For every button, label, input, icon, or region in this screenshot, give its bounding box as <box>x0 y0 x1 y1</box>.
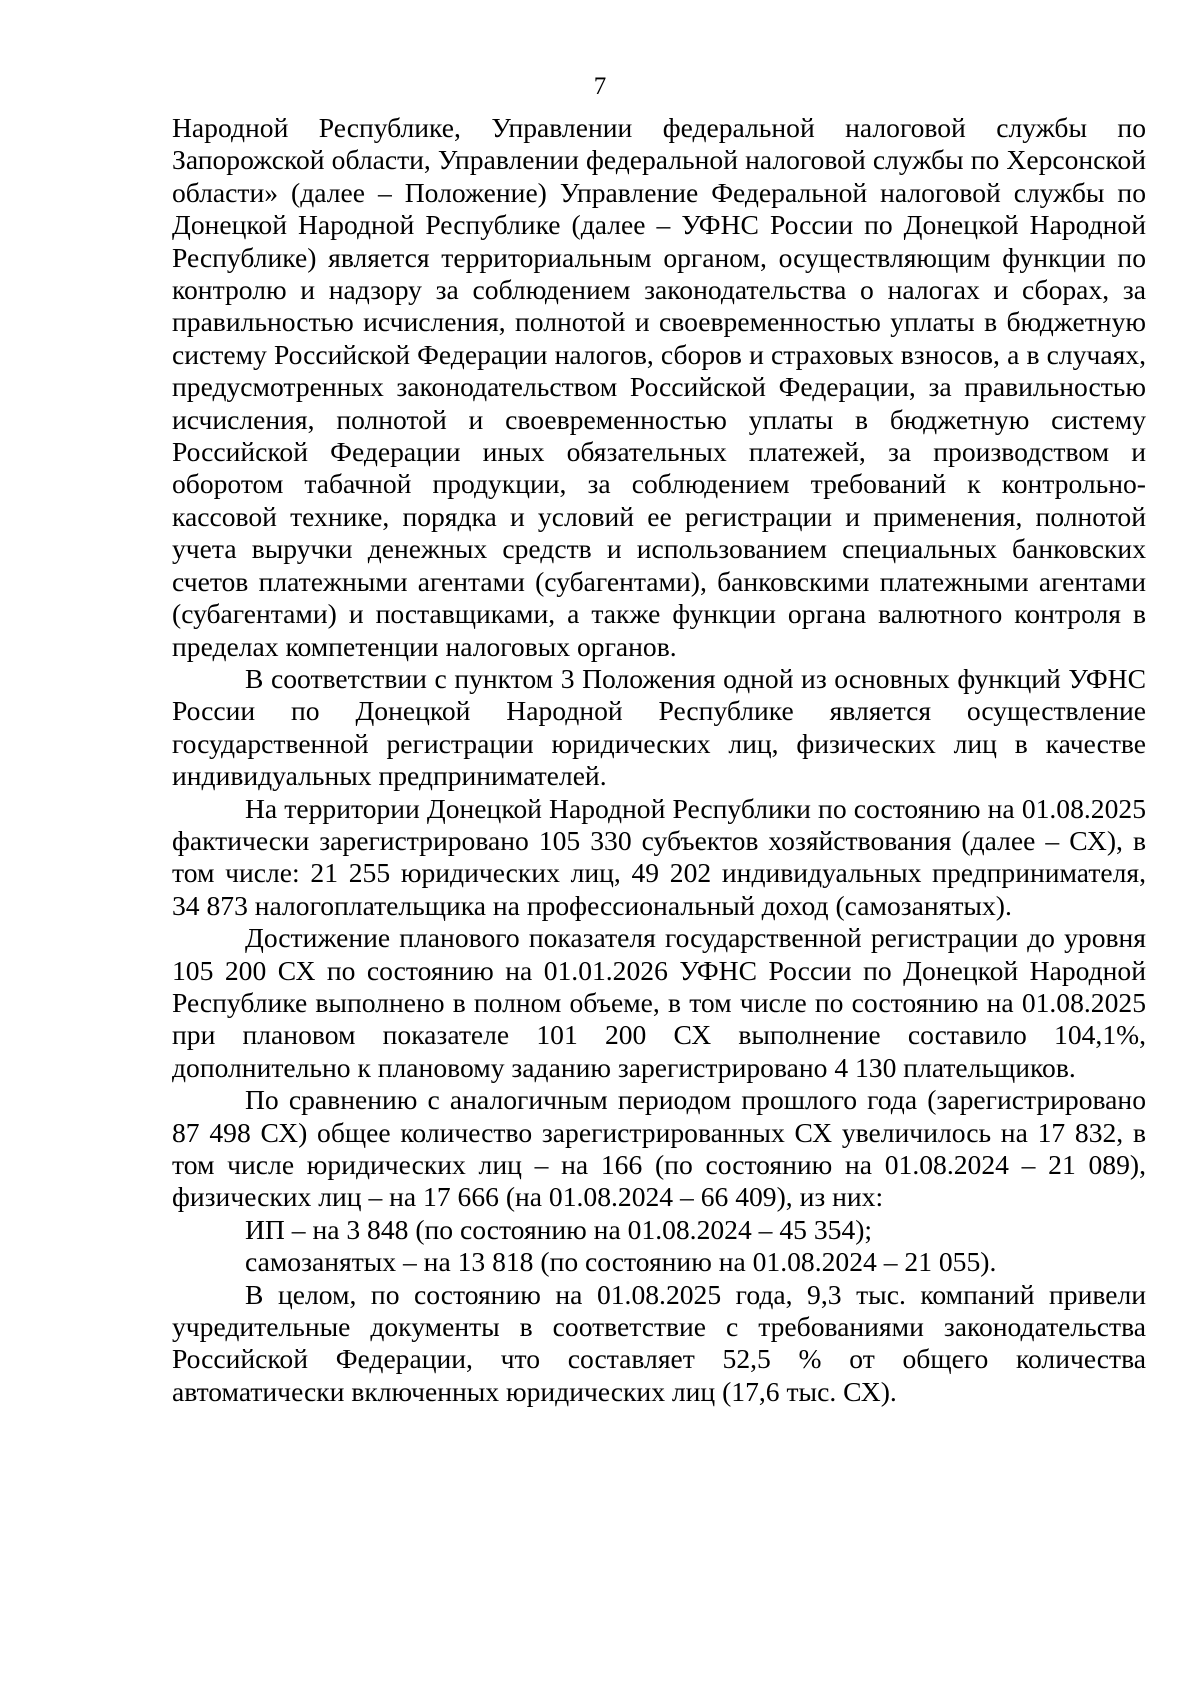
paragraph-functions: В соответствии с пунктом 3 Положения одной из основных функций УФНС России по Донецкой Народной Республике является осуществление государственной регистрации юридических лиц, физических лиц в качестве индивидуальных предпринимателей. <box>172 662 1146 792</box>
paragraph-registered-entities: На территории Донецкой Народной Республики по состоянию на 01.08.2025 фактически зарегистрировано 105 330 субъектов хозяйствования (далее – СХ), в том числе: 21 255 юридических лиц, 49 202 индивидуальных предпринимателя, 34 873 налогоплательщика на профессиональный доход (самозанятых). <box>172 792 1146 921</box>
paragraph-plan-achievement: Достижение планового показателя государственной регистрации до уровня 105 200 СХ по состоянию на 01.01.2026 УФНС России по Донецкой Народной Республике выполнено в полном объеме, в том числе по состоянию на 01.08.2025 при плановом показателе 101 200 СХ выполнение составило 104,1%, дополнительно к плановому заданию зарегистрировано 4 130 плательщиков. <box>172 922 1146 1083</box>
list-item-self-employed: самозанятых – на 13 818 (по состоянию на 01.08.2024 – 21 055). <box>245 1246 997 1278</box>
list-item-ip: ИП – на 3 848 (по состоянию на 01.08.2024 – 45 354); <box>245 1213 873 1245</box>
document-body <box>172 112 1146 1408</box>
paragraph-comparison: По сравнению с аналогичным периодом прошлого года (зарегистрировано 87 498 СХ) общее количество зарегистрированных СХ увеличилось на 17 832, в том числе юридических лиц – на 166 (по состоянию на 01.08.2024 – 21 089), физических лиц – на 17 666 (на 01.08.2024 – 66 409), из них: <box>172 1084 1146 1213</box>
paragraph-continuation: Народной Республике, Управлении федеральной налоговой службы по Запорожской области, Управлении федеральной налоговой службы по Херсонской области» (далее – Положение) Управление Федеральной налоговой службы по Донецкой Народной Республике (далее – УФНС России по Донецкой Народной Республике) является территориальным органом, осуществляющим функции по контролю и надзору за соблюдением законодательства о налогах и сборах, за правильностью исчисления, полнотой и своевременностью уплаты в бюджетную систему Российской Федерации налогов, сборов и страховых взносов, а в случаях, предусмотренных законодательством Российской Федерации, за правильностью исчисления, полнотой и своевременностью уплаты в бюджетную систему Российской Федерации иных обязательных платежей, за производством и оборотом табачной продукции, за соблюдением требований к контрольно-кассовой технике, порядка и условий ее регистрации и применения, полнотой учета выручки денежных средств и использованием специальных банковских счетов платежными агентами (субагентами), банковскими платежными агентами (субагентами) и поставщиками, а также функции органа валютного контроля в пределах компетенции налоговых органов. <box>172 112 1146 662</box>
paragraph-summary: В целом, по состоянию на 01.08.2025 года, 9,3 тыс. компаний привели учредительные документы в соответствие с требованиями законодательства Российской Федерации, что составляет 52,5 % от общего количества автоматически включенных юридических лиц (17,6 тыс. СХ). <box>172 1278 1146 1407</box>
page-number: 7 <box>593 73 607 100</box>
